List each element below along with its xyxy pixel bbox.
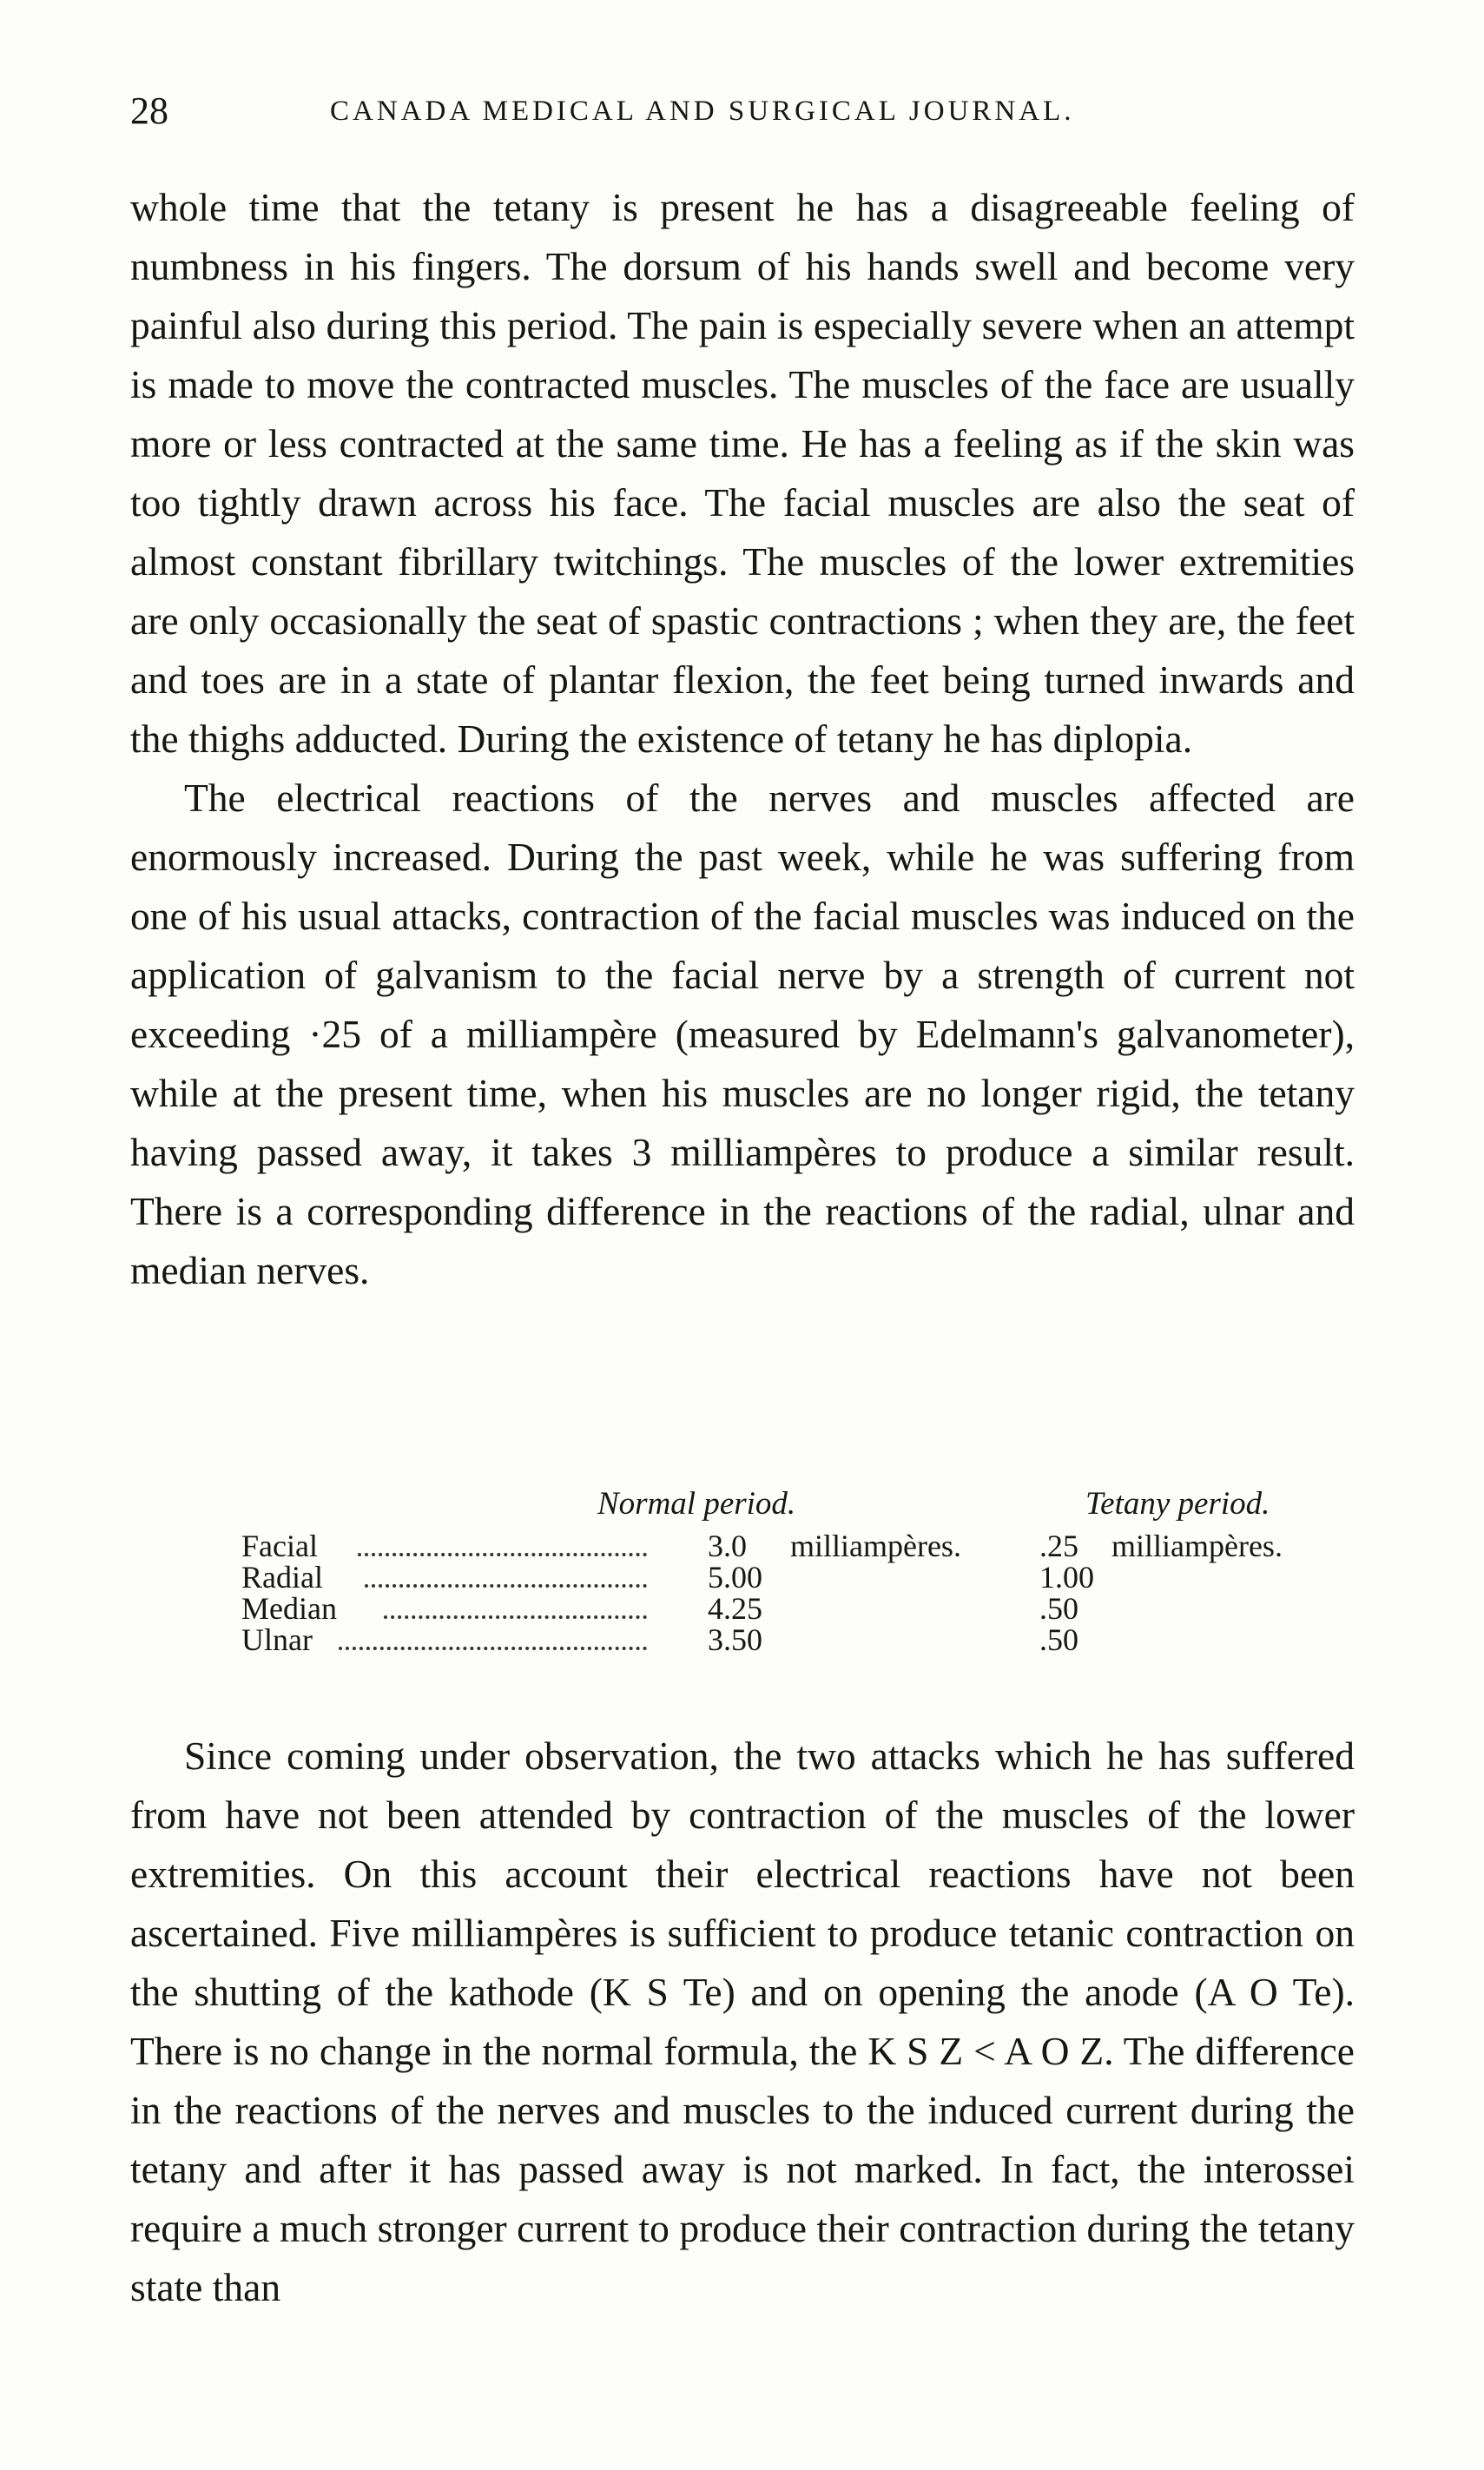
- table-row: [234, 1560, 1355, 1595]
- tetany-value: .25: [1039, 1529, 1078, 1563]
- page-number: 28: [130, 89, 168, 132]
- normal-value: 3.50: [708, 1622, 762, 1657]
- nerve-name: Ulnar: [241, 1622, 313, 1657]
- nerve-name: Radial: [241, 1560, 323, 1595]
- dot-leader: [384, 1615, 647, 1619]
- tetany-value: .50: [1039, 1591, 1078, 1626]
- normal-value: 3.0: [708, 1529, 747, 1563]
- normal-unit: milliampères.: [790, 1529, 961, 1563]
- paragraph-observation: Since coming under observation, the two attacks which he has suffered from have not been attended by contraction of the muscles of the lower extremities. On this account their electrical reactions have not been ascertained. Five milliampères is sufficient to produce tetanic contraction on the shutting of the kathode (K S Te) and on opening the anode (A O Te). There is no change in the normal formula, the K S Z < A O Z. The difference in the reactions of the nerves and muscles to the induced current during the tetany and after it has passed away is not marked. In fact, the interossei require a much stronger current to produce their contraction during the tetany state than: [130, 1734, 1355, 2309]
- table-row: [234, 1591, 1355, 1626]
- normal-value: 4.25: [708, 1591, 762, 1626]
- paragraph-continuation: whole time that the tetany is present he has a disagreeable feeling of numbness in his fingers. The dorsum of his hands swell and become very painful also during this period. The pain is especially severe when an attempt is made to move the contracted muscles. The muscles of the face are usually more or less contracted at the same time. He has a feeling as if the skin was too tightly drawn across his face. The facial muscles are also the seat of almost constant fibrillary twitchings. The muscles of the lower extremities are only occasionally the seat of spastic contractions ; when they are, the feet and toes are in a state of plantar flexion, the feet being turned inwards and the thighs adducted. During the existence of tetany he has diplopia.: [130, 185, 1355, 761]
- column-header-normal: Normal period.: [597, 1486, 796, 1522]
- dot-leader: [365, 1584, 647, 1588]
- dot-leader: [358, 1553, 647, 1556]
- dot-leader: [339, 1647, 647, 1650]
- normal-value: 5.00: [708, 1560, 762, 1595]
- table-row: [234, 1622, 1355, 1657]
- column-header-tetany: Tetany period.: [1085, 1486, 1270, 1522]
- page-header: [130, 85, 1355, 137]
- table-row: [234, 1529, 1355, 1563]
- tetany-unit: milliampères.: [1111, 1529, 1283, 1563]
- body-text-bottom: [130, 1727, 1355, 2317]
- tetany-value: .50: [1039, 1622, 1078, 1657]
- nerve-name: Median: [241, 1591, 337, 1626]
- body-text-top: [130, 178, 1355, 1300]
- running-title: CANADA MEDICAL AND SURGICAL JOURNAL.: [330, 96, 1075, 127]
- nerve-name: Facial: [241, 1529, 318, 1563]
- tetany-value: 1.00: [1039, 1560, 1094, 1595]
- paragraph-electrical-reactions: The electrical reactions of the nerves and muscles affected are enormously increased. During the past week, while he was suffering from one of his usual attacks, contraction of the facial muscles was induced on the application of galvanism to the facial nerve by a strength of current not exceeding ·25 of a milliampère (measured by Edelmann's galvanometer), while at the present time, when his muscles are no longer rigid, the tetany having passed away, it takes 3 milliampères to produce a similar result. There is a corresponding difference in the reactions of the radial, ulnar and median nerves.: [130, 776, 1355, 1292]
